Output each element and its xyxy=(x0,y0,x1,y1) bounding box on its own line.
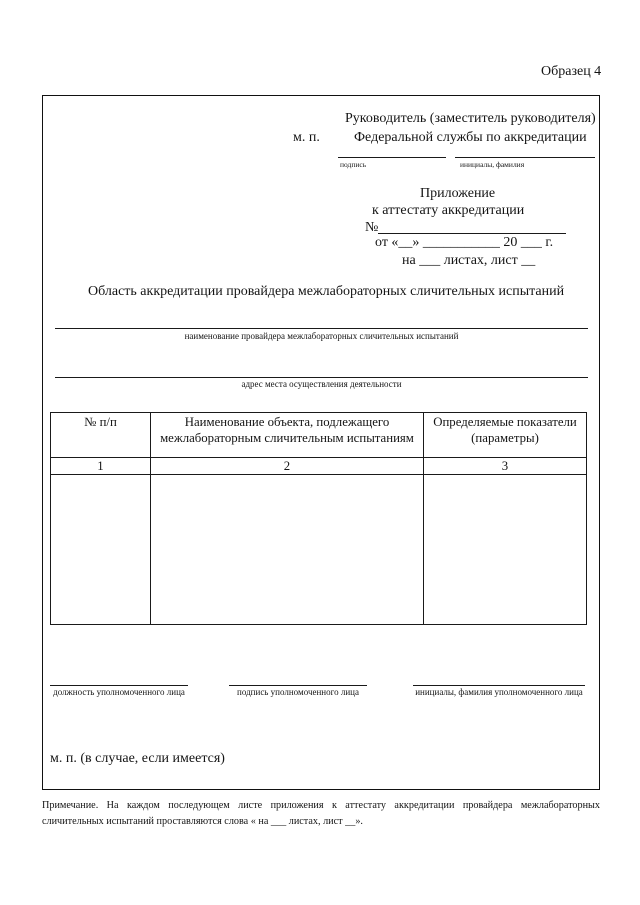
table-body-cell xyxy=(51,475,151,625)
scope-title: Область аккредитации провайдера межлабораторных сличительных испытаний xyxy=(88,284,565,299)
footnote-line-2: сличительных испытаний проставляются слова « на ___ листах, лист __». xyxy=(42,816,363,827)
table-header-parameters: Определяемые показатели (параметры) xyxy=(424,413,587,458)
appendix-sheets: на ___ листах, лист __ xyxy=(402,253,536,268)
table-row xyxy=(51,475,587,625)
table-header-object: Наименование объекта, подлежащего межлабораторным сличительным испытаниям xyxy=(151,413,424,458)
footnote-line-1: Примечание. На каждом последующем листе приложения к аттестату аккредитации провайдера межлабораторных xyxy=(42,800,600,811)
head-initials-caption: инициалы, фамилия xyxy=(460,160,525,169)
appendix-date: от «__» ___________ 20 ___ г. xyxy=(375,235,554,250)
table-header-row xyxy=(51,413,587,458)
seal-mark: м. п. xyxy=(293,130,320,145)
provider-name-caption: наименование провайдера межлабораторных сличительных испытаний xyxy=(184,331,459,341)
table-column-number: 2 xyxy=(151,458,424,475)
table-body-cell xyxy=(424,475,587,625)
signature-line xyxy=(229,685,367,686)
initials-caption: инициалы, фамилия уполномоченного лица xyxy=(415,687,583,697)
address-caption: адрес места осуществления деятельности xyxy=(241,379,402,389)
signature-caption: подпись уполномоченного лица xyxy=(237,687,359,697)
appendix-subtitle: к аттестату аккредитации xyxy=(372,203,525,218)
head-position: Руководитель (заместитель руководителя) xyxy=(345,111,596,126)
initials-line xyxy=(413,685,585,686)
appendix-number-line xyxy=(378,233,566,234)
head-signature-line xyxy=(338,157,446,158)
head-signature-caption: подпись xyxy=(340,160,367,169)
organization-name: Федеральной службы по аккредитации xyxy=(354,130,587,145)
table-column-number: 1 xyxy=(51,458,151,475)
table-column-number: 3 xyxy=(424,458,587,475)
seal-note: м. п. (в случае, если имеется) xyxy=(50,751,225,766)
scope-table xyxy=(50,412,587,625)
head-initials-line xyxy=(455,157,595,158)
table-header-number: № п/п xyxy=(51,413,151,458)
provider-name-line xyxy=(55,328,588,329)
table-column-number-row xyxy=(51,458,587,475)
table-body-cell xyxy=(151,475,424,625)
position-caption: должность уполномоченного лица xyxy=(53,687,185,697)
sample-label: Образец 4 xyxy=(541,64,602,79)
appendix-number-sign: № xyxy=(365,220,379,235)
address-line xyxy=(55,377,588,378)
appendix-title: Приложение xyxy=(420,186,496,201)
position-line xyxy=(50,685,188,686)
